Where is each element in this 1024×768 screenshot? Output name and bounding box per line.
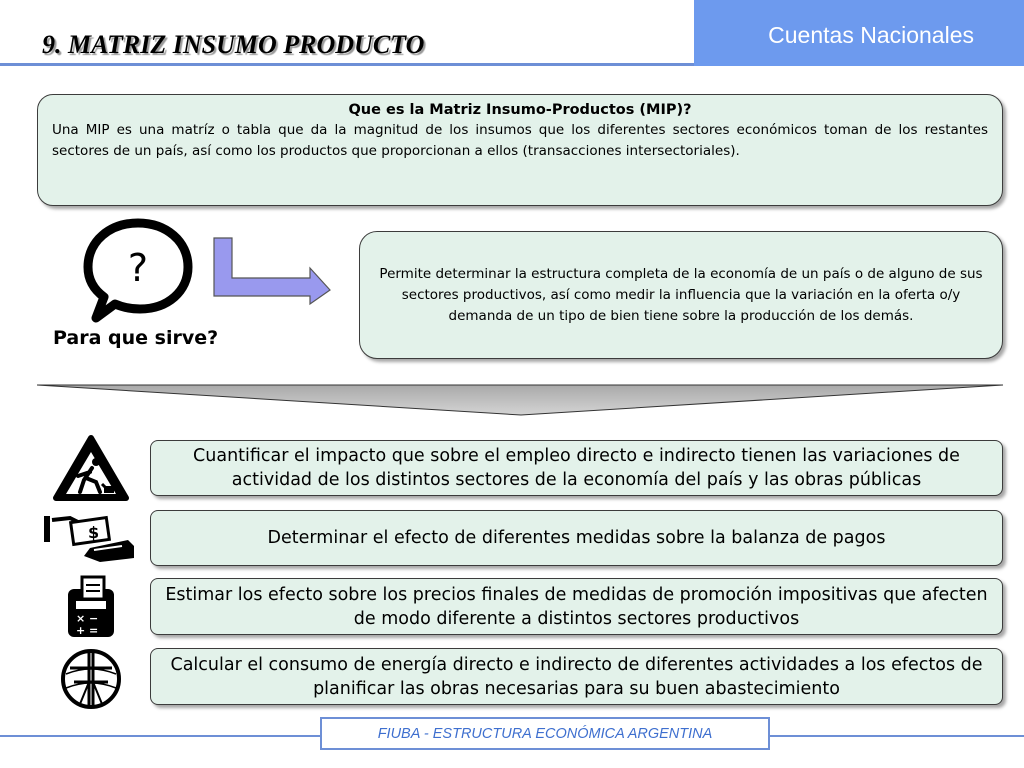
use-item-text: Estimar los efecto sobre los precios finales de medidas de promoción impositivas que afecten de modo diferente a distintos sectores productivos — [165, 584, 988, 629]
calculator-icon — [66, 575, 118, 639]
svg-text:$: $ — [88, 523, 100, 542]
footer-text: FIUBA - ESTRUCTURA ECONÓMICA ARGENTINA — [377, 725, 713, 742]
footer-box — [320, 717, 770, 750]
use-item-balance-of-payments — [150, 510, 1003, 566]
purpose-box — [359, 231, 1003, 359]
use-item-prices — [150, 578, 1003, 635]
svg-text:+ =: + = — [76, 624, 99, 637]
definition-heading: Que es la Matriz Insumo-Productos (MIP)? — [348, 102, 692, 118]
use-item-text: Calcular el consumo de energía directo e indirecto de diferentes actividades a los efectos de planificar las obras necesarias para su buen abastecimiento — [170, 654, 983, 699]
definition-box — [37, 94, 1003, 206]
section-header-box — [694, 0, 1024, 66]
use-item-text: Determinar el efecto de diferentes medidas sobre la balanza de pagos — [267, 528, 886, 548]
road-work-icon — [52, 434, 130, 504]
bubble-question-mark: ? — [127, 246, 149, 290]
page-title: 9. MATRIZ INSUMO PRODUCTO — [42, 30, 425, 59]
speech-bubble-icon — [82, 217, 194, 325]
title-underline — [0, 63, 700, 66]
definition-text: Una MIP es una matríz o tabla que da la magnitud de los insumos que los diferentes sectores económicos toman de los restantes sectores de un país, así como los productos que proporcionan a ellos (transacciones intersectoriales). — [52, 122, 988, 159]
svg-text:× −: × − — [76, 612, 99, 625]
purpose-text: Permite determinar la estructura completa de la economía de un país o de alguno de sus sectores productivos, así como medir la influencia que la variación en la oferta o/y demanda de un tipo de bien tiene sobre la producción de los demás. — [379, 265, 983, 324]
bent-arrow-icon — [212, 236, 334, 306]
use-item-employment — [150, 440, 1003, 496]
money-hand-icon — [42, 510, 140, 566]
use-item-energy — [150, 648, 1003, 705]
section-label: Cuentas Nacionales — [768, 22, 974, 48]
use-item-text: Cuantificar el impacto que sobre el empleo directo e indirecto tienen las variaciones de actividad de los distintos sectores de la economía del país y las obras públicas — [193, 446, 960, 490]
funnel-divider — [37, 383, 1005, 419]
purpose-label: Para que sirve? — [53, 327, 219, 349]
power-line-icon — [60, 648, 122, 710]
